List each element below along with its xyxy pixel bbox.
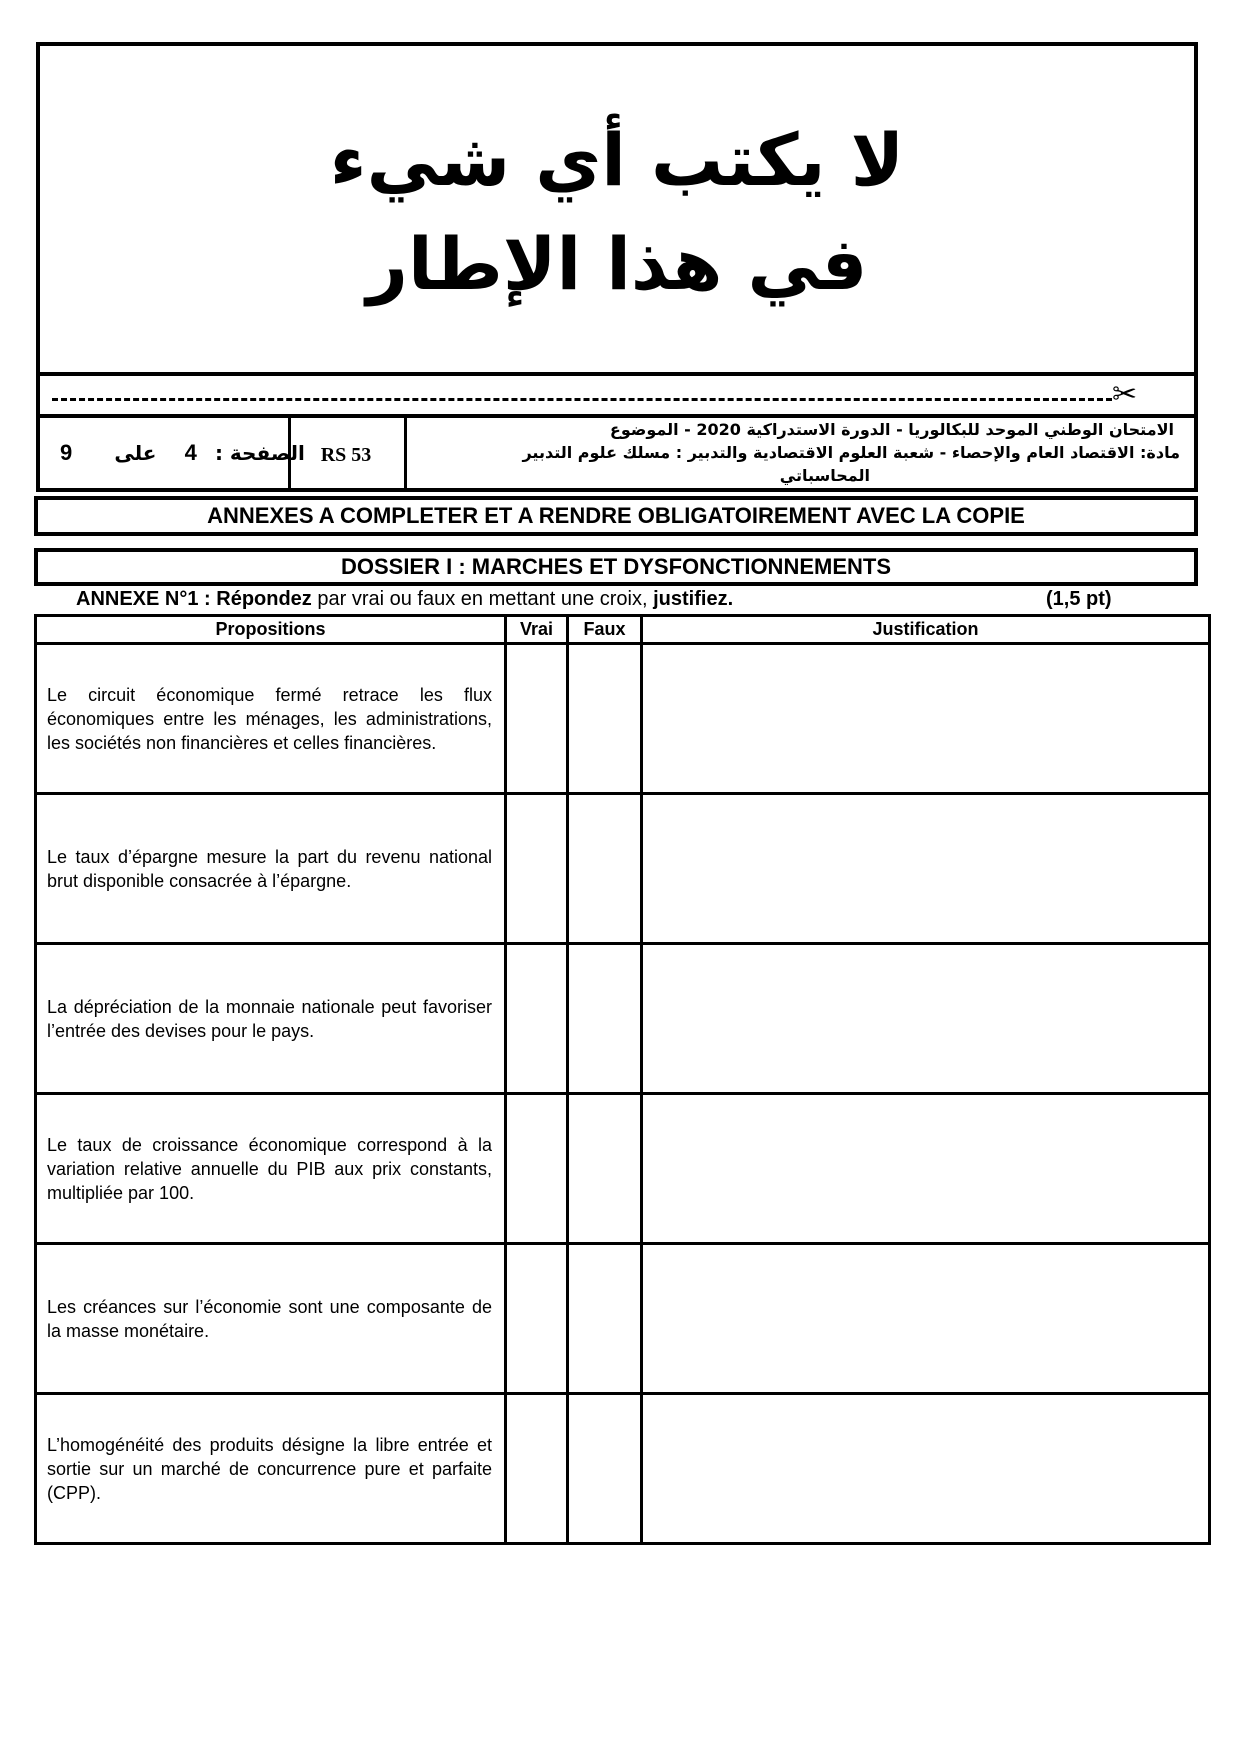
annexe-points: (1,5 pt) [1046, 588, 1112, 610]
faux-checkbox[interactable] [568, 1394, 642, 1544]
table-row [36, 1244, 1210, 1394]
proposition-text: L’homogénéité des produits désigne la libre entrée et sortie sur un marché de concurrence pure et parfaite (CPP). [36, 1394, 506, 1544]
dossier-title: DOSSIER I : MARCHES ET DYSFONCTIONNEMENTS [34, 548, 1198, 586]
cut-strip [36, 374, 1198, 416]
page-of-label: على [114, 441, 157, 465]
justification-field[interactable] [642, 644, 1210, 794]
no-write-frame [36, 42, 1198, 376]
vrai-checkbox[interactable] [506, 1094, 568, 1244]
vrai-checkbox[interactable] [506, 794, 568, 944]
justification-field[interactable] [642, 1394, 1210, 1544]
exam-subject-line: مادة: الاقتصاد العام والإحصاء - شعبة العلوم الاقتصادية والتدبير : مسلك علوم التدبير [522, 443, 1180, 462]
exam-track-line: المحاسباتي [779, 466, 870, 485]
proposition-text: Le taux de croissance économique correspond à la variation relative annuelle du PIB aux prix constants, multipliée par 100. [36, 1094, 506, 1244]
table-row [36, 1094, 1210, 1244]
proposition-text: Le taux d’épargne mesure la part du revenu national brut disponible consacrée à l’épargne. [36, 794, 506, 944]
faux-checkbox[interactable] [568, 1244, 642, 1394]
annexes-banner: ANNEXES A COMPLETER ET A RENDRE OBLIGATOIREMENT AVEC LA COPIE [34, 496, 1198, 536]
header-faux: Faux [568, 616, 642, 644]
cut-dashed-line [52, 398, 1112, 401]
scissors-icon: ✂ [1112, 378, 1138, 411]
annexe-middle: par vrai ou faux en mettant une croix, [311, 588, 654, 610]
annexe-justify: justifiez. [653, 588, 734, 610]
table-row [36, 794, 1210, 944]
justification-field[interactable] [642, 944, 1210, 1094]
annexe-verb: Répondez [216, 588, 312, 610]
justification-field[interactable] [642, 1244, 1210, 1394]
annexe-label: ANNEXE N°1 : [76, 588, 217, 610]
justification-field[interactable] [642, 794, 1210, 944]
exam-title-line: الامتحان الوطني الموحد للبكالوريا - الدورة الاستدراكية 2020 - الموضوع [609, 420, 1174, 439]
proposition-text: Les créances sur l’économie sont une composante de la masse monétaire. [36, 1244, 506, 1394]
exam-header [36, 414, 1198, 492]
page-label: الصفحة : [214, 441, 305, 465]
faux-checkbox[interactable] [568, 944, 642, 1094]
header-justification: Justification [642, 616, 1210, 644]
table-row [36, 944, 1210, 1094]
table-row [36, 1394, 1210, 1544]
page-number-cell [40, 418, 305, 488]
page-number [60, 440, 305, 466]
no-write-line-2: في هذا الإطار [366, 222, 868, 306]
subject-code-cell [288, 418, 407, 488]
exam-info-cell [404, 418, 1194, 488]
vrai-checkbox[interactable] [506, 1394, 568, 1544]
no-write-line-1: لا يكتب أي شيء [329, 118, 905, 202]
header-propositions: Propositions [36, 616, 506, 644]
vrai-checkbox[interactable] [506, 944, 568, 1094]
table-row [36, 644, 1210, 794]
proposition-text: La dépréciation de la monnaie nationale peut favoriser l’entrée des devises pour le pays. [36, 944, 506, 1094]
vrai-checkbox[interactable] [506, 644, 568, 794]
header-vrai: Vrai [506, 616, 568, 644]
faux-checkbox[interactable] [568, 1094, 642, 1244]
table-header-row [36, 616, 1210, 644]
subject-code: RS 53 [320, 444, 372, 466]
justification-field[interactable] [642, 1094, 1210, 1244]
proposition-text: Le circuit économique fermé retrace les flux économiques entre les ménages, les administrations, les sociétés non financières et celles financières. [36, 644, 506, 794]
answer-table [34, 614, 1208, 1545]
faux-checkbox[interactable] [568, 794, 642, 944]
faux-checkbox[interactable] [568, 644, 642, 794]
vrai-checkbox[interactable] [506, 1244, 568, 1394]
page-total: 9 [60, 440, 73, 465]
page-current: 4 [184, 440, 197, 465]
annexe-instruction [76, 588, 733, 611]
